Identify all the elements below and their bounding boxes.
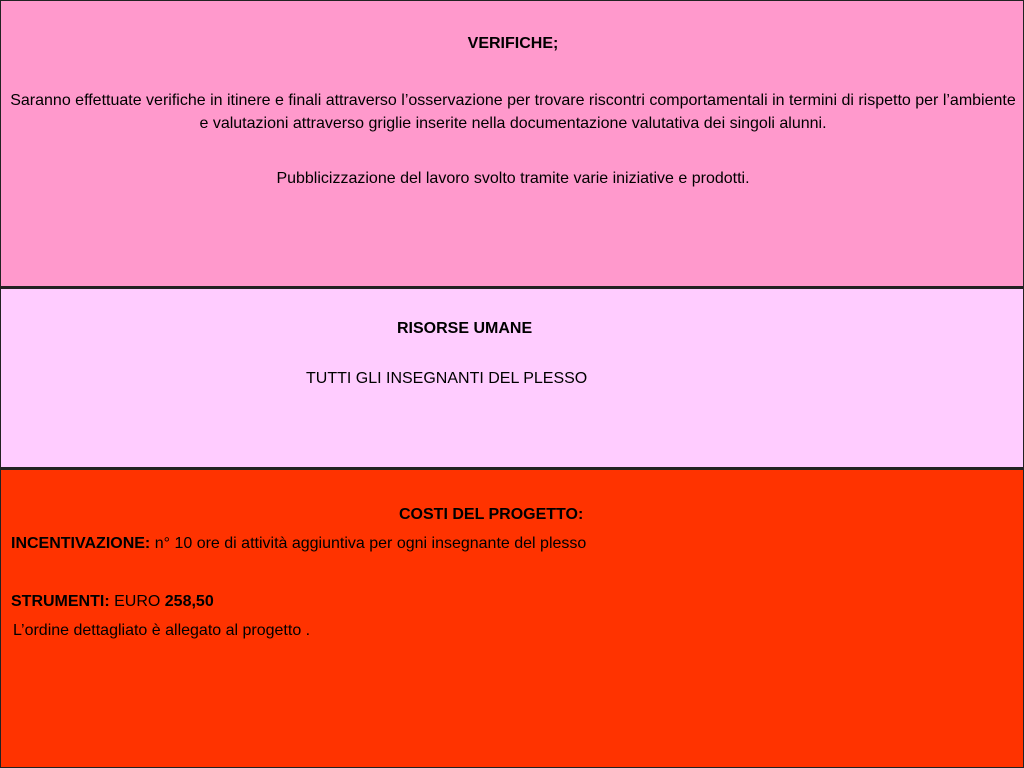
- incentivazione-text: n° 10 ore di attività aggiuntiva per ogni insegnante del plesso: [150, 535, 587, 552]
- verifiche-paragraph-1: Saranno effettuate verifiche in itinere e finali attraverso l’osservazione per trovare riscontri comportamentali in termini di rispetto per l’ambiente e valutazioni attraverso griglie inserite nella documentazione valutativa dei singoli alunni.: [10, 92, 1016, 132]
- risorse-umane-text: TUTTI GLI INSEGNANTI DEL PLESSO: [306, 370, 588, 387]
- incentivazione-line: [11, 535, 586, 553]
- incentivazione-label: INCENTIVAZIONE:: [11, 535, 151, 552]
- strumenti-label: STRUMENTI:: [11, 593, 110, 610]
- risorse-umane-section: [0, 287, 1024, 468]
- strumenti-amount: 258,50: [164, 593, 214, 610]
- strumenti-currency: EURO: [109, 593, 165, 610]
- costi-title: COSTI DEL PROGETTO:: [399, 506, 584, 523]
- risorse-umane-title: RISORSE UMANE: [397, 320, 533, 337]
- verifiche-title: VERIFICHE;: [467, 35, 559, 52]
- strumenti-line: [11, 593, 214, 611]
- costi-progetto-section: [0, 468, 1024, 768]
- ordine-note: L’ordine dettagliato è allegato al progetto .: [13, 622, 311, 639]
- verifiche-paragraph-2: Pubblicizzazione del lavoro svolto tramite varie iniziative e prodotti.: [276, 170, 750, 187]
- verifiche-section: [0, 0, 1024, 287]
